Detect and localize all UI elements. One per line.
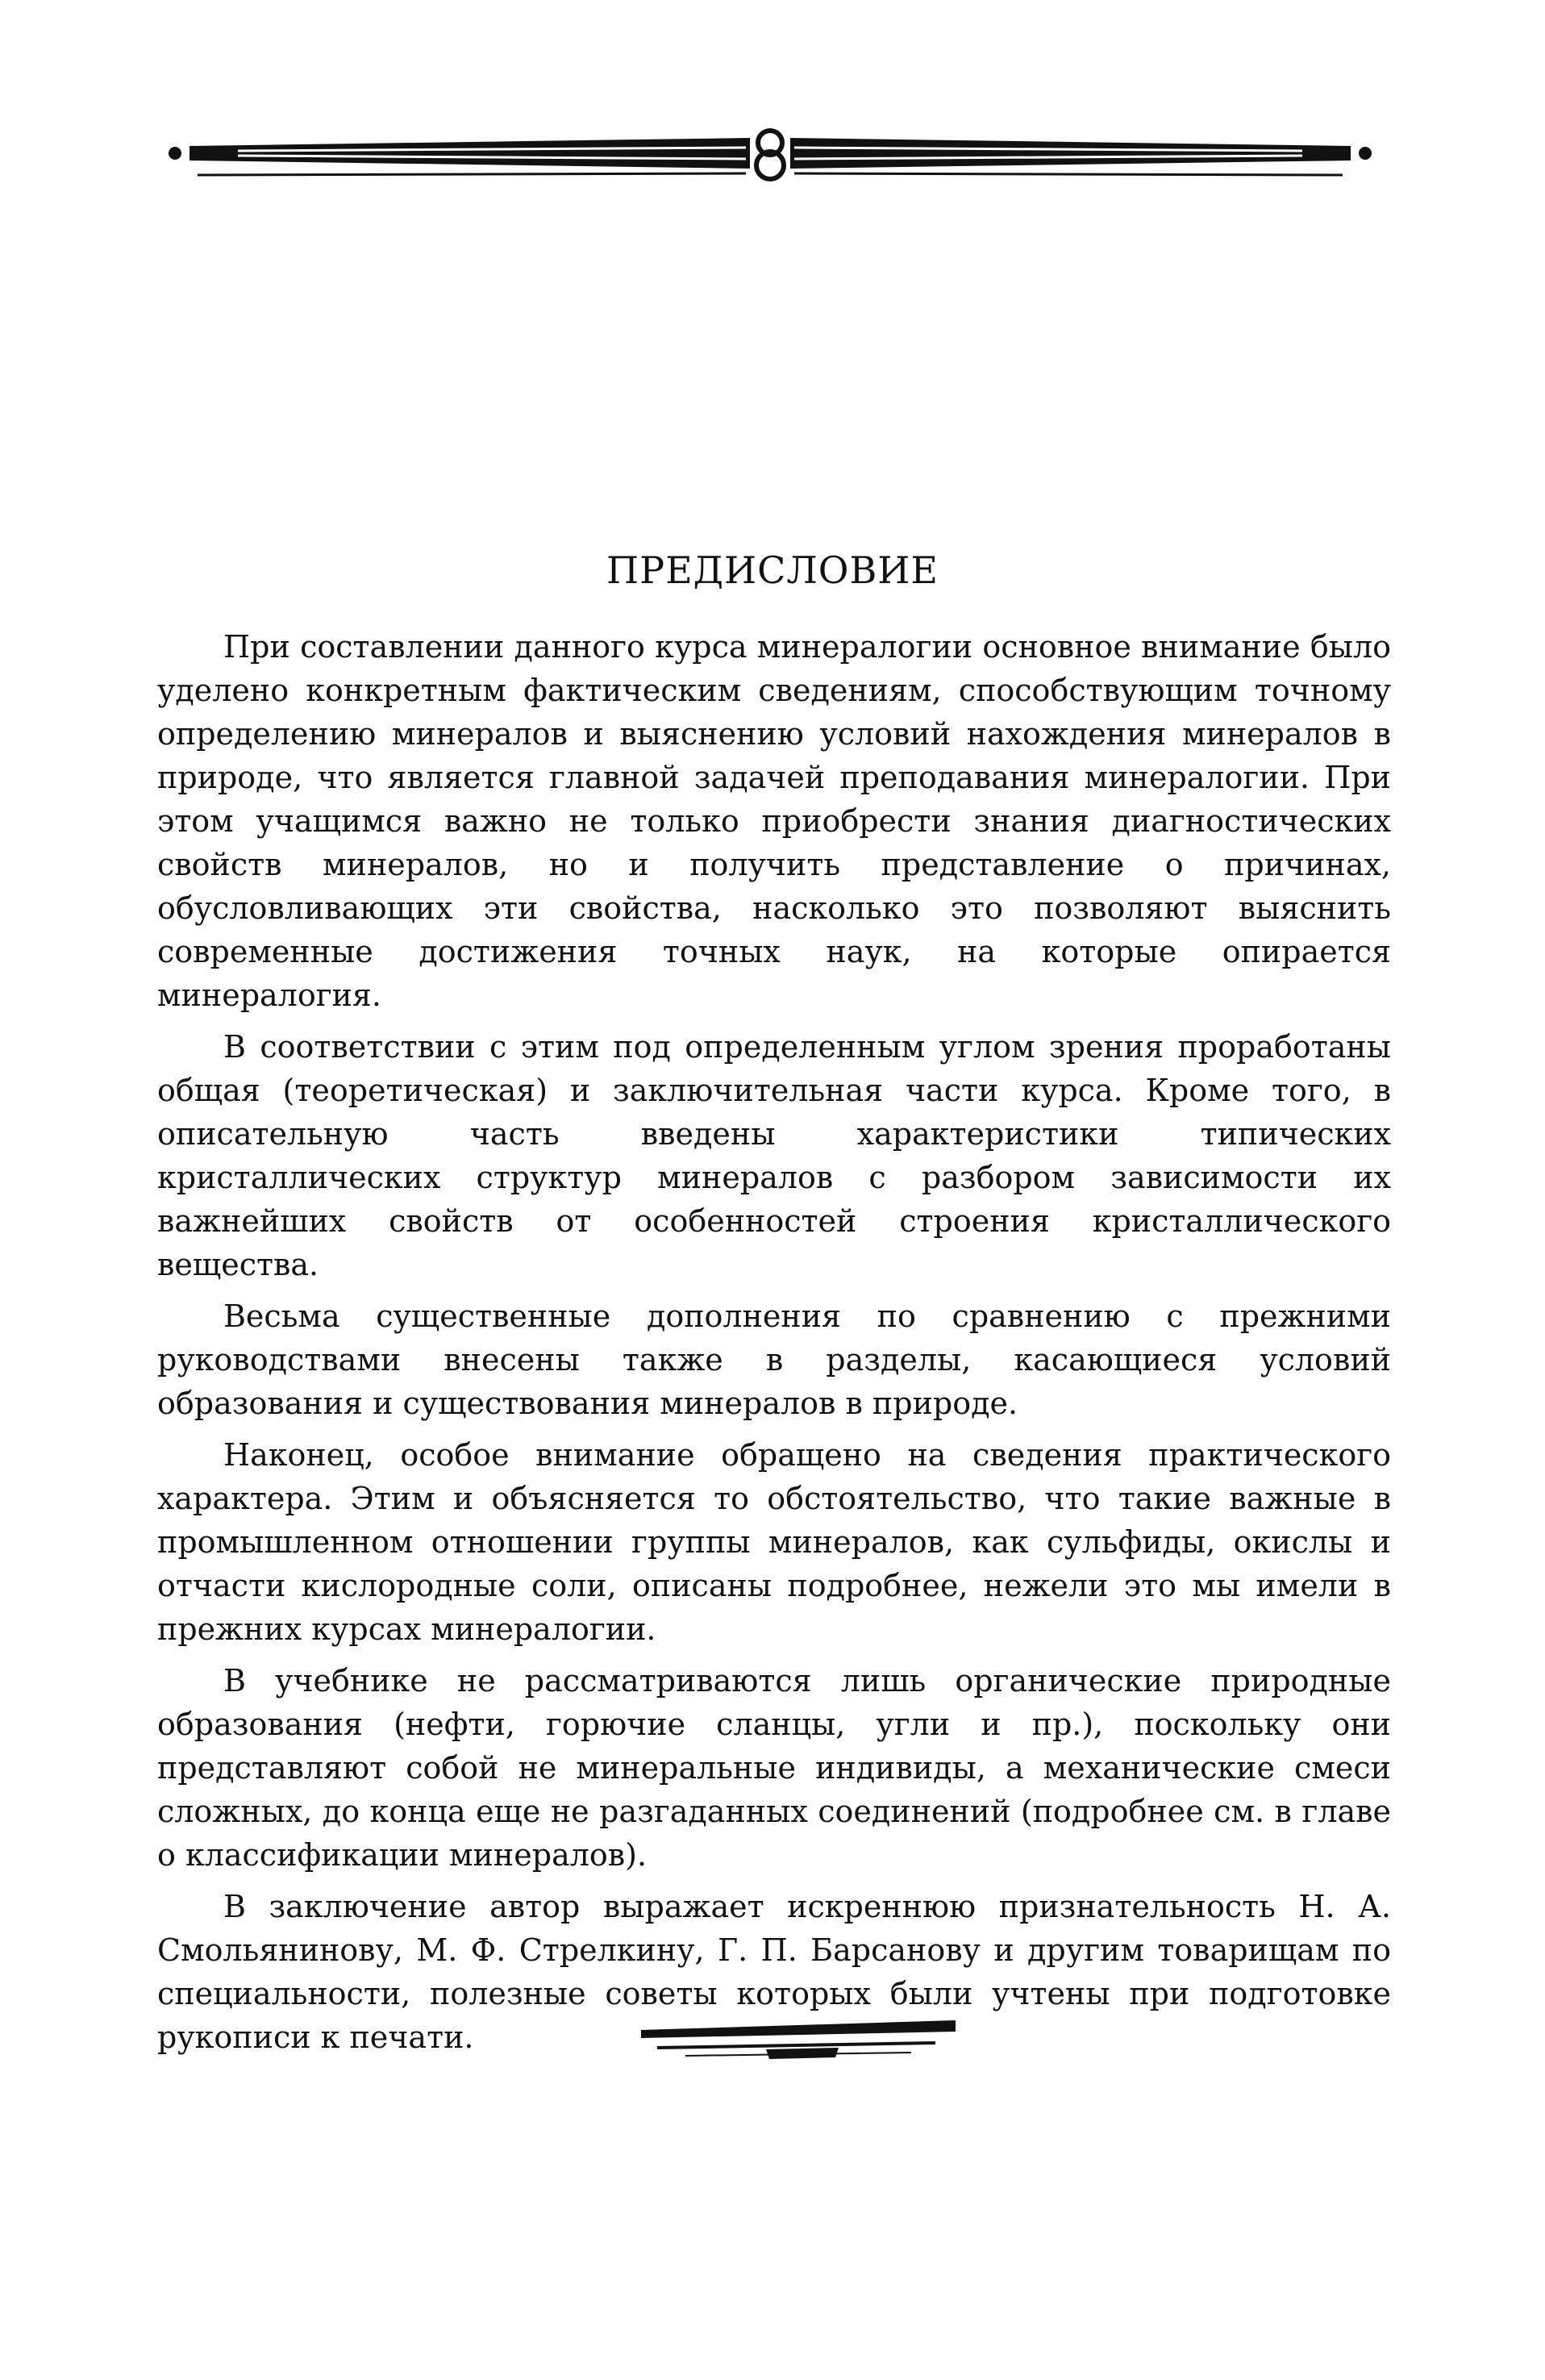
left-tapered-rule (189, 138, 750, 169)
top-ornament (165, 117, 1375, 190)
center-knot (756, 131, 784, 179)
paragraph: Весьма существенные дополнения по сравнению с прежними руководствами внесены также в разделы, касающиеся условий образования и существования минералов в природе. (157, 1298, 1391, 1421)
paragraph: При составлении данного курса минералогии основное внимание было уделено конкретным фактическим сведениям, способствующим точному определению минералов и выяснению условий нахождения минералов в природе, что является главной задачей преподавания минералогии. При этом учащимся важно не только приобрести знания диагностических свойств минералов, но и получить представление о причинах, обусловливающих эти свойства, насколько это позволяют выяснить современные достижения точных наук, на которые опирается минералогия. (157, 629, 1391, 1013)
paragraph: Наконец, особое внимание обращено на сведения практического характера. Этим и объясняется то обстоятельство, что такие важные в промышленном отношении группы минералов, как сульфиды, окислы и отчасти кислородные соли, описаны подробнее, нежели это мы имели в прежних курсах минералогии. (157, 1437, 1391, 1647)
bottom-ornament (637, 2012, 960, 2069)
left-dot (169, 147, 181, 160)
paragraph: В заключение автор выражает искреннюю признательность Н. А. Смольянинову, М. Ф. Стрелкину, Г. П. Барсанову и другим товарищам по специальности, полезные советы которых были учтены при подготовке рукописи к печати. (157, 1889, 1391, 2055)
under-rule-left (198, 173, 746, 175)
bottom-thin-rule-1 (657, 2043, 935, 2048)
under-rule-right (794, 173, 1343, 175)
paragraph: В учебнике не рассматриваются лишь органические природные образования (нефти, горючие сланцы, угли и пр.), поскольку они представляют собой не минеральные индивиды, а механические смеси сложных, до конца еще не разгаданных соединений (подробнее см. в главе о классификации минералов). (157, 1663, 1391, 1873)
bottom-center-mark (766, 2048, 839, 2059)
paragraph: В соответствии с этим под определенным углом зрения проработаны общая (теоретическая) и заключительная части курса. Кроме того, в описательную часть введены характеристики типических кристаллических структур минералов с разбором зависимости их важнейших свойств от особенностей строения кристаллического вещества. (157, 1029, 1391, 1282)
right-dot (1359, 147, 1372, 160)
right-tapered-rule (790, 138, 1351, 169)
bottom-thick-rule (641, 2020, 956, 2038)
preface-text (157, 625, 1391, 2067)
page-title: ПРЕДИСЛОВИЕ (606, 548, 939, 592)
